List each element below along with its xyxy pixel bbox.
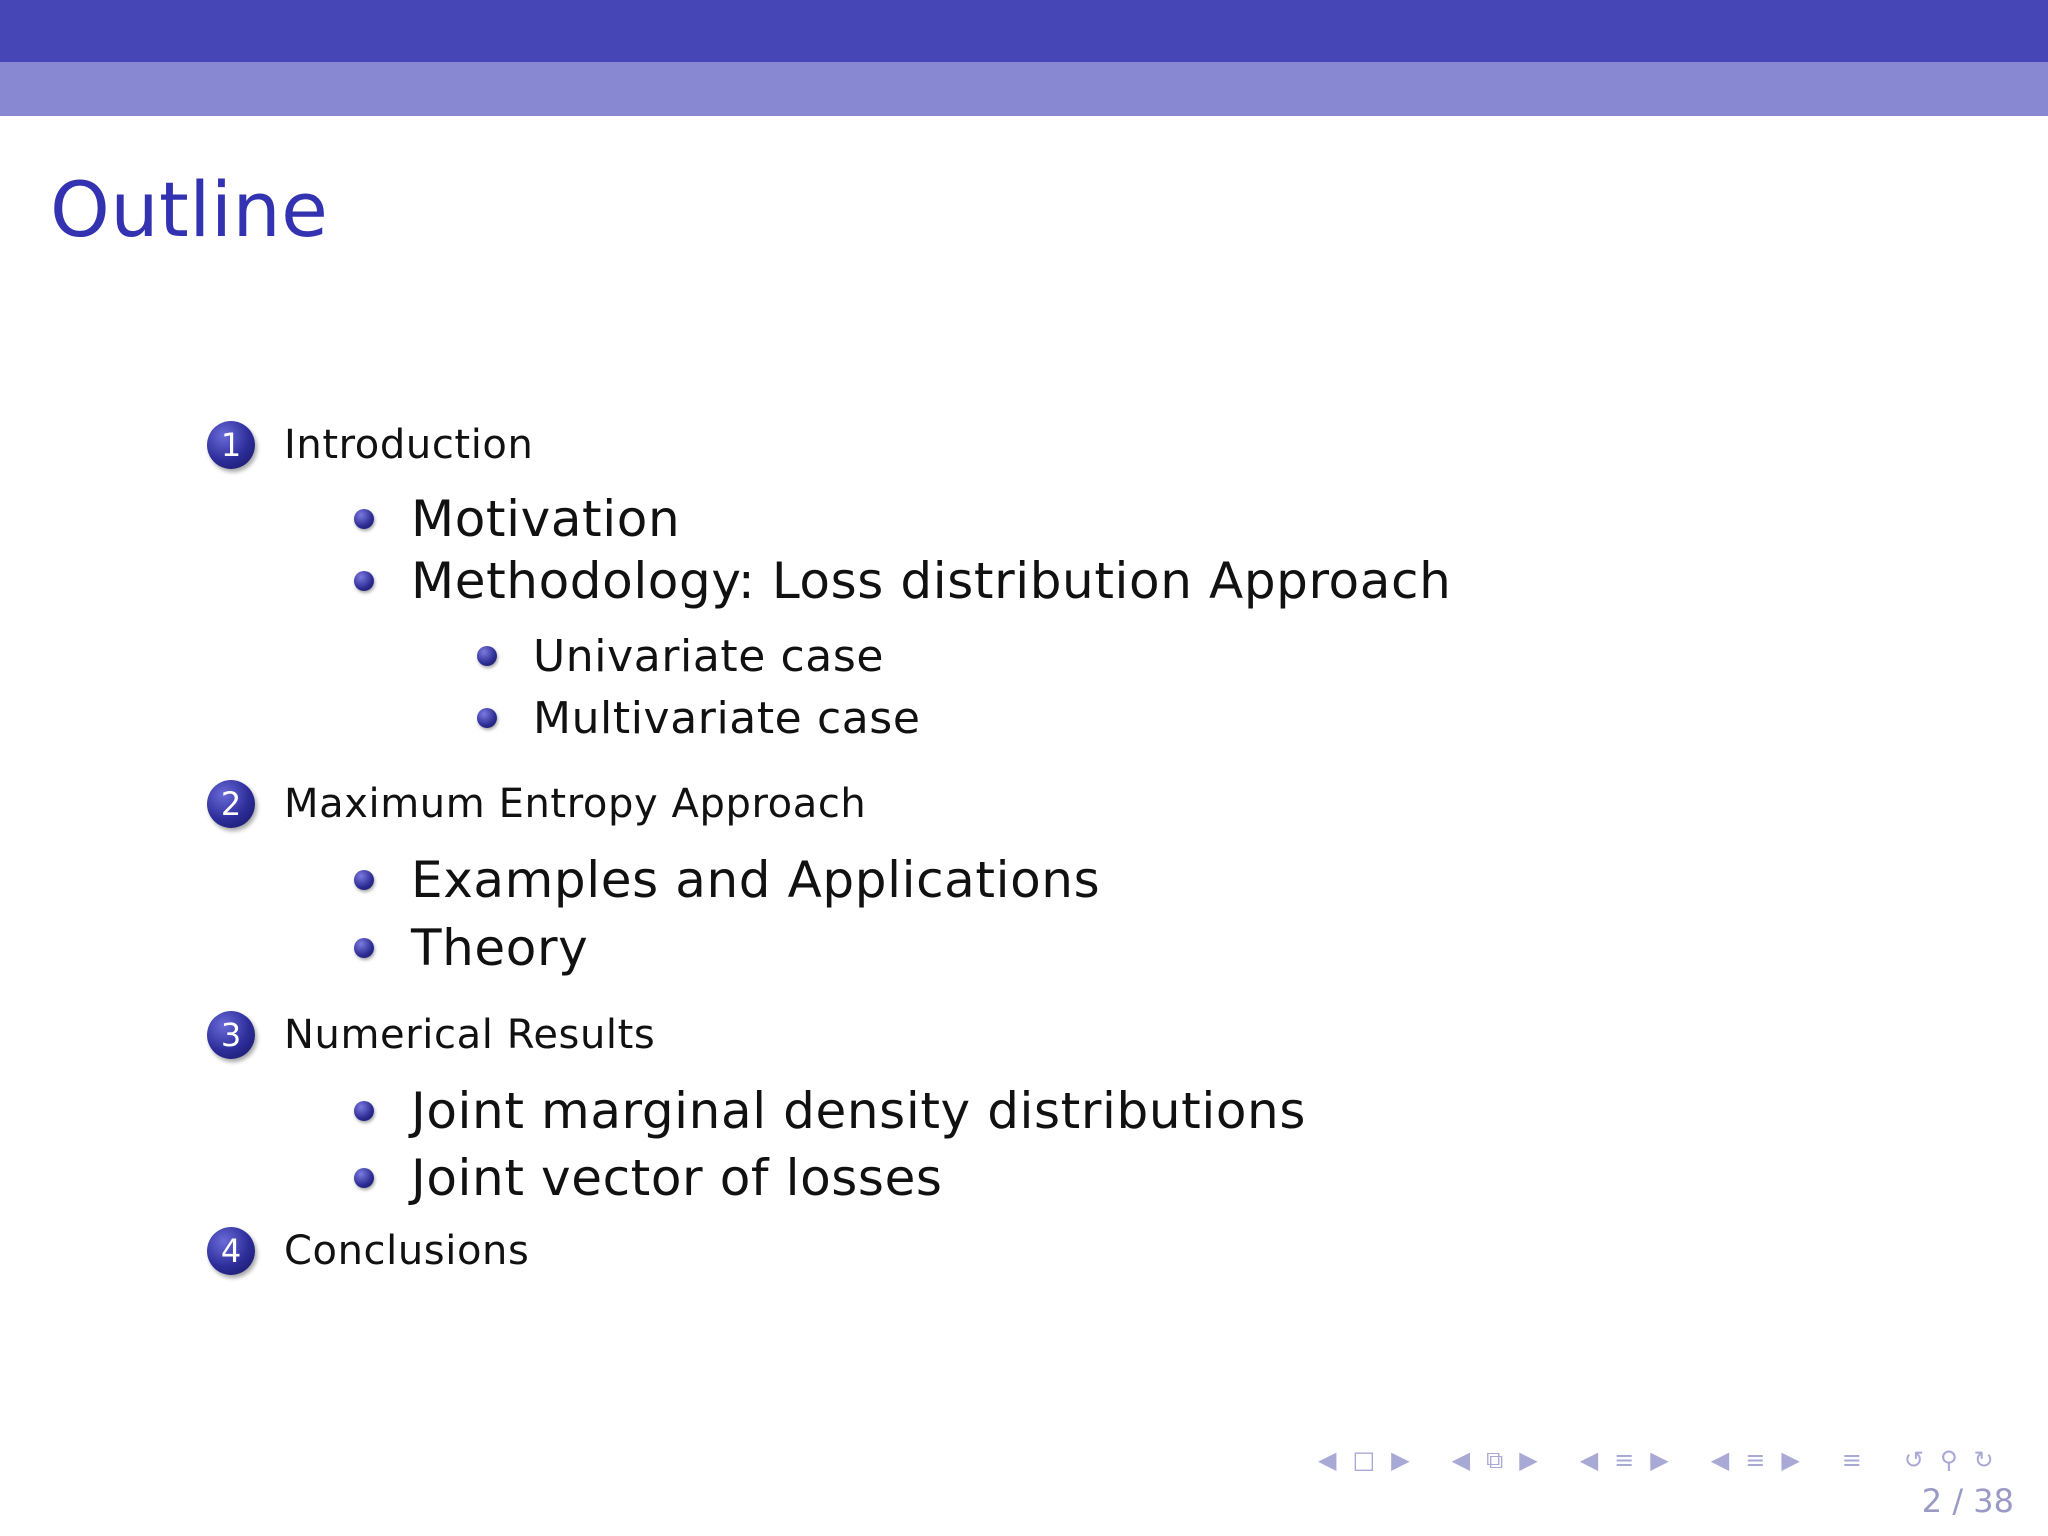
nav-left-icon[interactable]: ◀ [1318,1446,1337,1474]
subsection-joint-vector[interactable] [354,1148,943,1208]
subsection-examples[interactable] [354,850,1100,910]
bullet-icon [477,708,497,728]
subsection-label: Examples and Applications [411,851,1101,909]
frame-icon[interactable]: □ [1352,1446,1376,1474]
navigation-bar [1310,1440,2028,1480]
subsubsection-label: Multivariate case [533,692,921,744]
section-nav [1572,1446,1677,1474]
bullet-icon [354,571,374,591]
search-icon[interactable]: ⚲ [1940,1446,1958,1474]
section-label: Introduction [284,422,534,468]
subsection-label: Joint vector of losses [411,1149,943,1207]
section-label: Conclusions [284,1228,530,1274]
subsection-nav [1444,1446,1546,1474]
page-indicator: 2 / 38 [1921,1482,2014,1520]
section-maximum-entropy[interactable] [207,778,866,830]
bullet-icon [477,646,497,666]
subsection-theory[interactable] [354,918,588,978]
frame-nav [1310,1446,1418,1474]
slide-title: Outline [50,165,329,254]
misc-nav [1896,1446,2002,1474]
section-number-badge: 4 [207,1227,255,1275]
subsection-icon[interactable]: ⧉ [1486,1446,1504,1474]
toc-nav [1834,1446,1870,1474]
subsection-label: Joint marginal density distributions [411,1082,1306,1140]
section-numerical-results[interactable] [207,1009,655,1061]
section-label: Maximum Entropy Approach [284,781,867,827]
nav-left-icon[interactable]: ◀ [1579,1446,1599,1474]
bullet-icon [354,870,374,890]
document-nav [1703,1446,1808,1474]
nav-right-icon[interactable]: ▶ [1650,1446,1669,1474]
subsection-joint-marginal[interactable] [354,1081,1306,1141]
subsection-methodology[interactable] [354,551,1451,611]
bullet-icon [354,509,374,529]
toc-icon[interactable]: ≡ [1841,1446,1862,1474]
subsubsection-label: Univariate case [533,630,885,682]
undo-icon[interactable]: ↺ [1903,1446,1925,1474]
subsection-motivation[interactable] [354,489,680,549]
section-conclusions[interactable] [207,1225,529,1277]
bullet-icon [354,1168,374,1188]
nav-left-icon[interactable]: ◀ [1710,1446,1730,1474]
subsubsection-multivariate[interactable] [477,688,921,748]
subsection-label: Motivation [411,490,681,548]
bullet-icon [354,1101,374,1121]
document-icon[interactable]: ≡ [1745,1446,1766,1474]
section-number-badge: 3 [207,1011,255,1059]
subsubsection-univariate[interactable] [477,626,884,686]
bullet-icon [354,938,374,958]
nav-right-icon[interactable]: ▶ [1519,1446,1538,1474]
section-introduction[interactable] [207,419,533,471]
subsection-label: Methodology: Loss distribution Approach [411,552,1452,610]
section-number-badge: 1 [207,421,255,469]
section-number-badge: 2 [207,780,255,828]
nav-right-icon[interactable]: ▶ [1781,1446,1800,1474]
nav-left-icon[interactable]: ◀ [1451,1446,1471,1474]
nav-right-icon[interactable]: ▶ [1391,1446,1410,1474]
subsection-label: Theory [411,919,589,977]
section-label: Numerical Results [284,1012,656,1058]
redo-icon[interactable]: ↻ [1973,1446,1994,1474]
section-icon[interactable]: ≡ [1614,1446,1635,1474]
